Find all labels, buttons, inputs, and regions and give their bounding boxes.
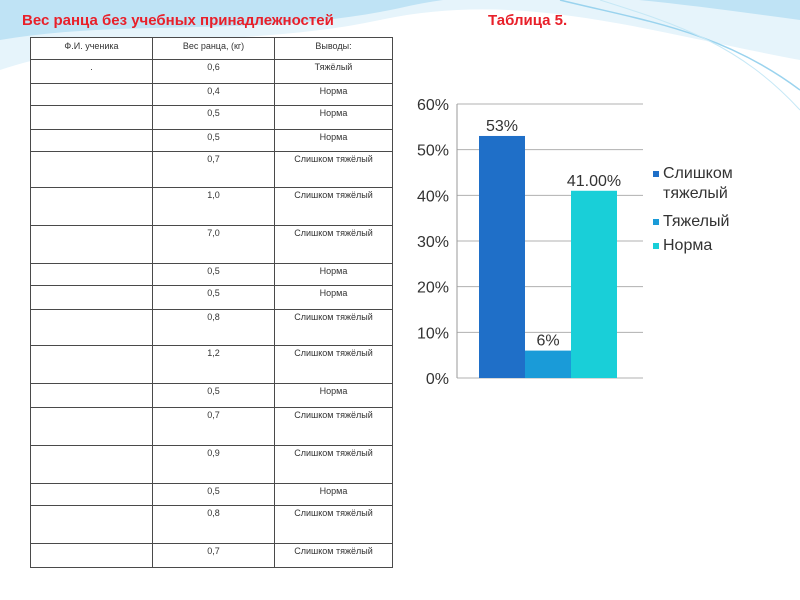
cell-student-name (31, 384, 153, 408)
cell-conclusion: Слишком тяжёлый (275, 226, 393, 264)
cell-weight: 0,5 (153, 286, 275, 310)
y-tick-label: 50% (416, 142, 449, 160)
cell-conclusion: Слишком тяжёлый (275, 544, 393, 568)
table-row (31, 264, 393, 286)
legend-label: Тяжелый (663, 213, 730, 230)
table-label: Таблица 5. (488, 12, 568, 29)
cell-student-name (31, 84, 153, 106)
table-row (31, 130, 393, 152)
cell-conclusion: Слишком тяжёлый (275, 506, 393, 544)
cell-conclusion: Слишком тяжёлый (275, 310, 393, 346)
y-tick-label: 0% (425, 371, 449, 388)
cell-weight: 0,5 (153, 106, 275, 130)
table-row (31, 226, 393, 264)
cell-conclusion: Норма (275, 384, 393, 408)
cell-student-name (31, 130, 153, 152)
bar-data-label: 6% (536, 332, 560, 350)
table-row (31, 286, 393, 310)
cell-weight: 0,4 (153, 84, 275, 106)
table-row (31, 446, 393, 484)
table-row (31, 310, 393, 346)
cell-weight: 0,5 (153, 384, 275, 408)
backpack-weight-table (30, 37, 393, 568)
table-row (31, 60, 393, 84)
cell-weight: 0,7 (153, 152, 275, 188)
table-row (31, 84, 393, 106)
legend-swatch (653, 243, 659, 249)
table-row (31, 484, 393, 506)
legend-swatch (653, 219, 659, 225)
cell-student-name (31, 188, 153, 226)
cell-student-name (31, 152, 153, 188)
cell-student-name (31, 484, 153, 506)
cell-student-name (31, 264, 153, 286)
bar-data-label: 41.00% (566, 172, 622, 190)
cell-weight: 0,5 (153, 130, 275, 152)
table-row (31, 346, 393, 384)
cell-conclusion: Норма (275, 484, 393, 506)
cell-conclusion: Слишком тяжёлый (275, 152, 393, 188)
cell-weight: 1,0 (153, 188, 275, 226)
bar-3 (571, 191, 617, 378)
cell-student-name (31, 106, 153, 130)
cell-conclusion: Норма (275, 286, 393, 310)
cell-conclusion: Слишком тяжёлый (275, 346, 393, 384)
table-row (31, 544, 393, 568)
cell-conclusion: Норма (275, 264, 393, 286)
header-student-name: Ф.И. ученика (31, 38, 153, 60)
cell-student-name (31, 446, 153, 484)
bar-chart (395, 88, 785, 398)
y-tick-label: 30% (416, 234, 449, 251)
cell-weight: 0,5 (153, 264, 275, 286)
y-tick-label: 40% (416, 188, 449, 206)
cell-student-name (31, 506, 153, 544)
legend-label: Норма (663, 237, 713, 254)
cell-conclusion: Норма (275, 84, 393, 106)
table-row (31, 506, 393, 544)
cell-conclusion: Норма (275, 106, 393, 130)
header-conclusion: Выводы: (275, 38, 393, 60)
y-tick-label: 60% (416, 97, 449, 114)
cell-conclusion: Норма (275, 130, 393, 152)
cell-conclusion: Тяжёлый (275, 60, 393, 84)
table-row (31, 188, 393, 226)
cell-weight: 0,9 (153, 446, 275, 484)
legend-label: Слишком тяжелый (663, 165, 733, 202)
cell-weight: 0,5 (153, 484, 275, 506)
cell-conclusion: Слишком тяжёлый (275, 188, 393, 226)
cell-weight: 0,6 (153, 60, 275, 84)
table-row (31, 408, 393, 446)
cell-conclusion: Слишком тяжёлый (275, 408, 393, 446)
header-weight: Вес ранца, (кг) (153, 38, 275, 60)
cell-student-name (31, 310, 153, 346)
cell-student-name (31, 226, 153, 264)
table-body (31, 60, 393, 568)
cell-weight: 1,2 (153, 346, 275, 384)
cell-student-name: . (31, 60, 153, 84)
cell-weight: 0,8 (153, 310, 275, 346)
bar-data-label: 53% (485, 117, 519, 135)
table-row (31, 106, 393, 130)
cell-student-name (31, 346, 153, 384)
cell-weight: 7,0 (153, 226, 275, 264)
table-row (31, 152, 393, 188)
cell-student-name (31, 286, 153, 310)
y-tick-label: 10% (416, 325, 449, 343)
table-header-row (31, 38, 393, 60)
y-tick-label: 20% (416, 279, 449, 297)
bar-2 (525, 351, 571, 378)
cell-student-name (31, 408, 153, 446)
cell-weight: 0,7 (153, 544, 275, 568)
cell-conclusion: Слишком тяжёлый (275, 446, 393, 484)
slide-title: Вес ранца без учебных принадлежностей (22, 12, 334, 29)
cell-student-name (31, 544, 153, 568)
cell-weight: 0,7 (153, 408, 275, 446)
legend-swatch (653, 171, 659, 177)
cell-weight: 0,8 (153, 506, 275, 544)
bar-1 (479, 136, 525, 378)
table-row (31, 384, 393, 408)
